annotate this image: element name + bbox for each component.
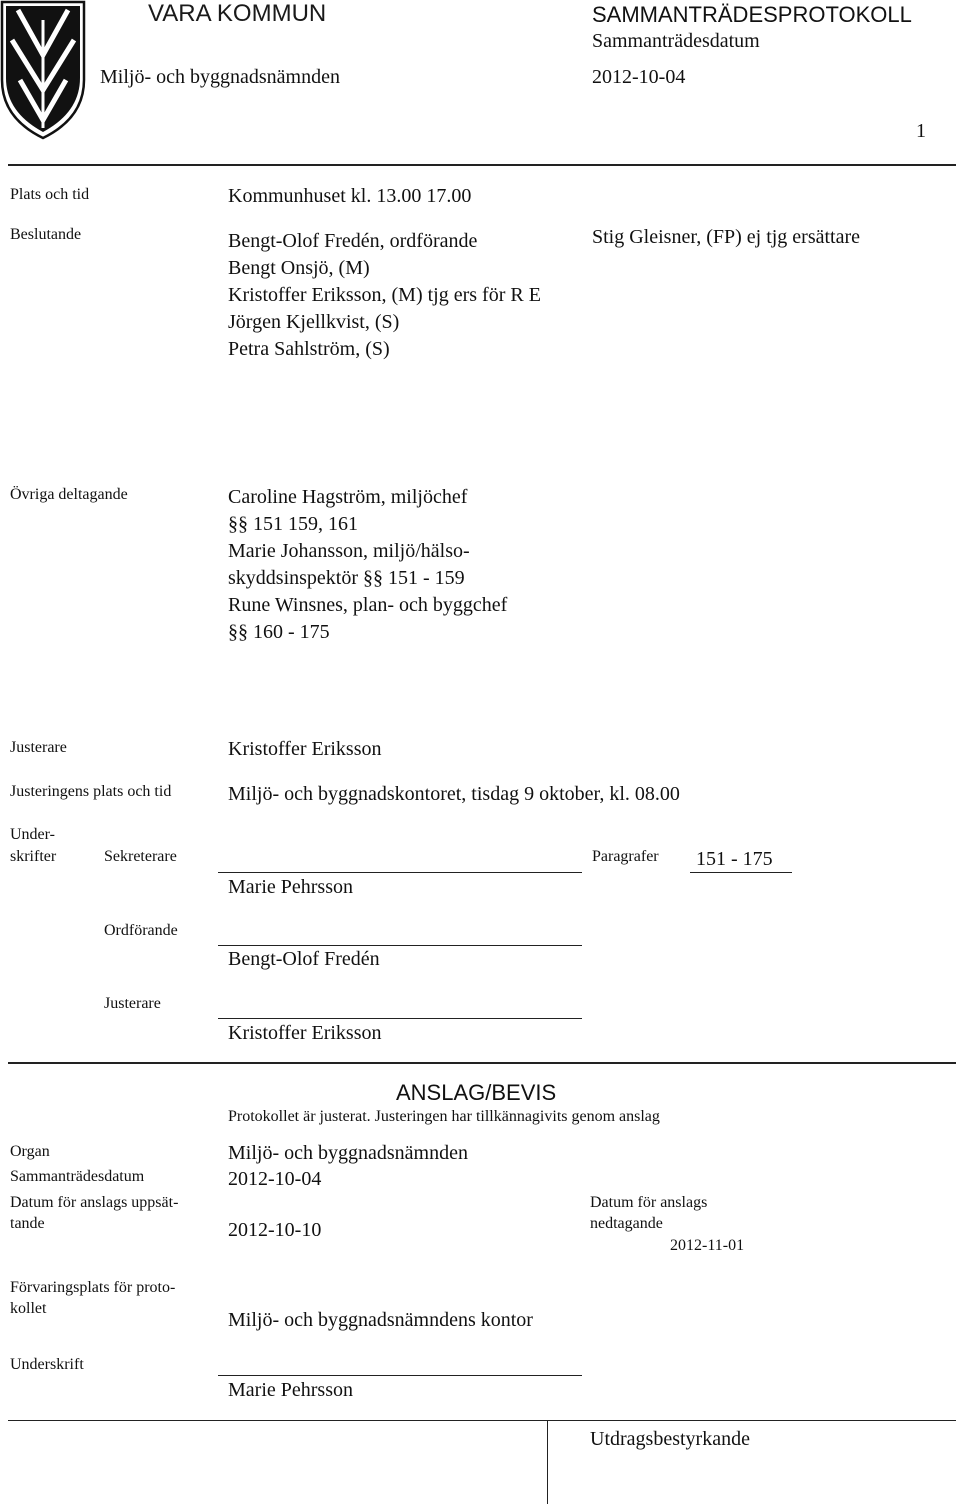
- removed-date-label-line1: Datum för anslags: [590, 1194, 708, 1211]
- deciding-member: Bengt-Olof Fredén, ordförande: [228, 230, 478, 252]
- secretary-label: Sekreterare: [104, 848, 177, 865]
- certification-box-divider: [547, 1420, 548, 1504]
- municipality-name: VARA KOMMUN: [148, 0, 327, 27]
- adjustment-place-time-label: Justeringens plats och tid: [10, 783, 172, 800]
- committee-name: Miljö- och byggnadsnämnden: [100, 66, 340, 88]
- other-participant: skyddsinspektör §§ 151 - 159: [228, 567, 465, 589]
- signatures-label-line1: Under-: [10, 826, 55, 843]
- meeting-date-label: Sammanträdesdatum: [10, 1168, 145, 1185]
- other-participant: Rune Winsnes, plan- och byggchef: [228, 594, 508, 616]
- other-participant: §§ 160 - 175: [228, 621, 330, 643]
- posted-date-label-line2: tande: [10, 1215, 45, 1232]
- organ-value: Miljö- och byggnadsnämnden: [228, 1142, 468, 1164]
- removed-date-value: 2012-11-01: [670, 1237, 745, 1254]
- place-value: Kommunhuset kl. 13.00 17.00: [228, 185, 472, 207]
- posted-date-value: 2012-10-10: [228, 1219, 322, 1241]
- header-date-label: Sammanträdesdatum: [592, 30, 760, 52]
- document-type: SAMMANTRÄDESPROTOKOLL: [592, 2, 912, 27]
- certified-label: Utdragsbestyrkande: [590, 1428, 750, 1450]
- other-participant: Caroline Hagström, miljöchef: [228, 486, 468, 508]
- adjuster-label: Justerare: [10, 739, 67, 756]
- paragraphs-value: 151 - 175: [696, 848, 773, 870]
- others-label: Övriga deltagande: [10, 486, 128, 503]
- notice-signature-name: Marie Pehrsson: [228, 1379, 353, 1401]
- signatures-label-line2: skrifter: [10, 848, 57, 865]
- header-date: 2012-10-04: [592, 66, 686, 88]
- storage-label-line2: kollet: [10, 1300, 47, 1317]
- chair-name: Bengt-Olof Fredén: [228, 948, 380, 970]
- adjustment-place-time-value: Miljö- och byggnadskontoret, tisdag 9 oktober, kl. 08.00: [228, 783, 680, 805]
- notice-statement: Protokollet är justerat. Justeringen har tillkännagivits genom anslag: [228, 1108, 660, 1125]
- signature-adjuster-name: Kristoffer Eriksson: [228, 1022, 382, 1044]
- deciding-member: Kristoffer Eriksson, (M) tjg ers för R E: [228, 284, 541, 306]
- header-divider: [8, 164, 956, 166]
- secretary-signature-line: [218, 872, 582, 873]
- place-label: Plats och tid: [10, 186, 90, 203]
- deciding-members-list: [228, 228, 541, 363]
- removed-date-label-line2: nedtagande: [590, 1215, 663, 1232]
- notice-title: ANSLAG/BEVIS: [396, 1080, 557, 1105]
- deciding-member: Bengt Onsjö, (M): [228, 257, 370, 279]
- adjuster-value: Kristoffer Eriksson: [228, 738, 382, 760]
- signature-adjuster-label: Justerare: [104, 995, 161, 1012]
- chair-signature-line: [218, 945, 582, 946]
- chair-label: Ordförande: [104, 922, 178, 939]
- storage-value: Miljö- och byggnadsnämndens kontor: [228, 1309, 533, 1331]
- deciding-other: Stig Gleisner, (FP) ej tjg ersättare: [592, 226, 861, 248]
- coat-of-arms-icon: [0, 0, 86, 140]
- notice-signature-line: [218, 1375, 582, 1376]
- others-list: [228, 484, 507, 646]
- storage-label-line1: Förvaringsplats för proto-: [10, 1279, 176, 1296]
- notice-signature-label: Underskrift: [10, 1356, 84, 1373]
- notice-divider: [8, 1062, 956, 1064]
- organ-label: Organ: [10, 1143, 50, 1160]
- adjuster-signature-line: [218, 1018, 582, 1019]
- deciding-member: Jörgen Kjellkvist, (S): [228, 311, 400, 333]
- deciding-member: Petra Sahlström, (S): [228, 338, 390, 360]
- meeting-date-value: 2012-10-04: [228, 1168, 322, 1190]
- paragraphs-underline: [690, 872, 792, 873]
- paragraphs-label: Paragrafer: [592, 848, 659, 865]
- secretary-name: Marie Pehrsson: [228, 876, 353, 898]
- municipality-coat-of-arms-logo: [0, 0, 86, 140]
- certification-box-top: [8, 1420, 956, 1421]
- other-participant: §§ 151 159, 161: [228, 513, 358, 535]
- deciding-label: Beslutande: [10, 226, 82, 243]
- posted-date-label-line1: Datum för anslags uppsät-: [10, 1194, 179, 1211]
- other-participant: Marie Johansson, miljö/hälso-: [228, 540, 470, 562]
- page-number: 1: [916, 120, 926, 142]
